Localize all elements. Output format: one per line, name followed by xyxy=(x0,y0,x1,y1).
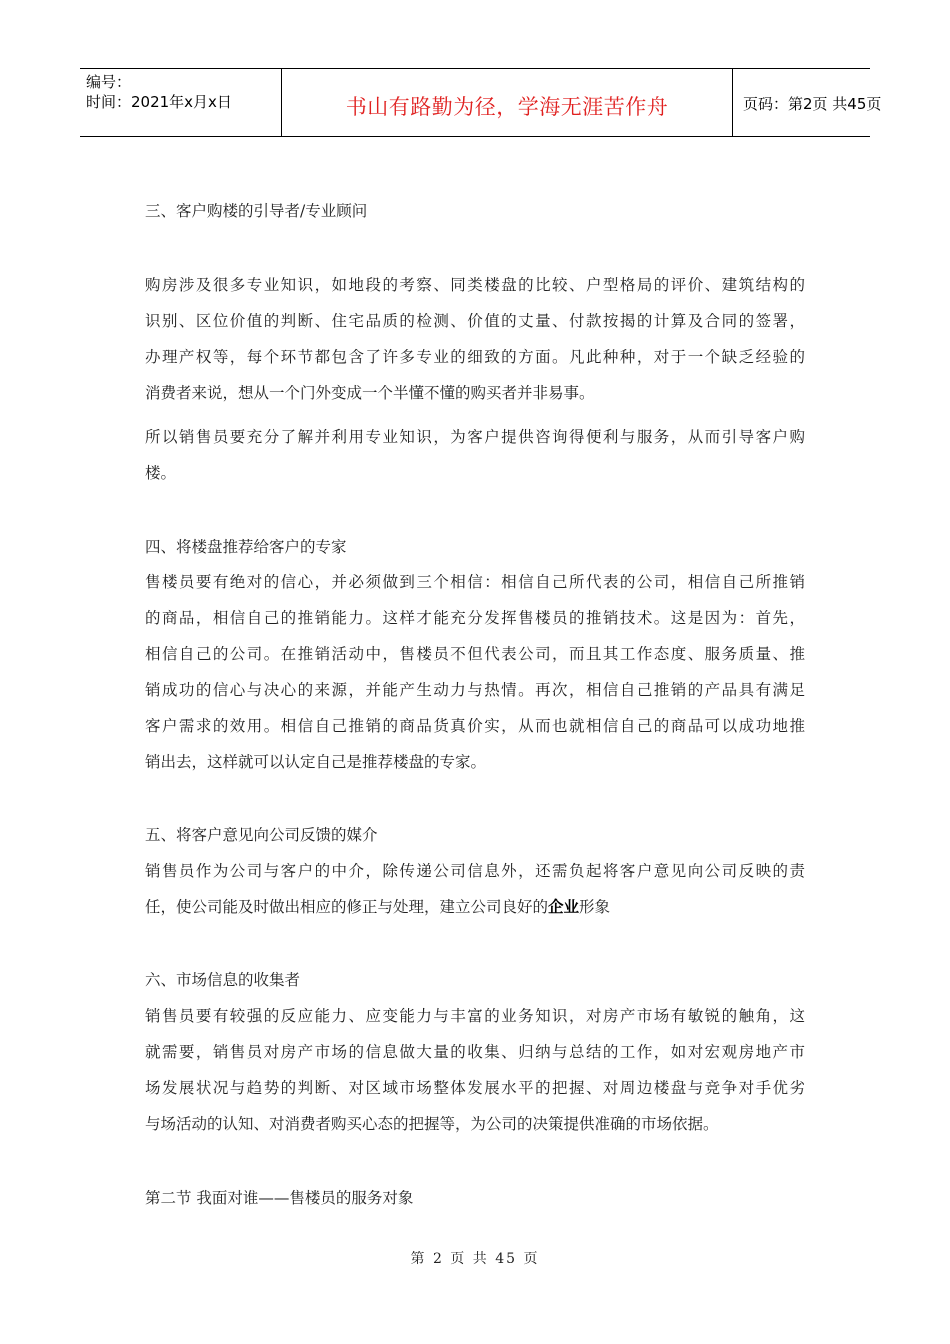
paragraph-line: 办理产权等，每个环节都包含了许多专业的细致的方面。凡此种种，对于一个缺乏经验的 xyxy=(145,348,805,366)
paragraph-line: 识别、区位价值的判断、住宅品质的检测、价值的丈量、付款按揭的计算及合同的签署， xyxy=(145,312,805,330)
paragraph-line: 的商品，相信自己的推销能力。这样才能充分发挥售楼员的推销技术。这是因为：首先， xyxy=(145,609,805,627)
chapter-heading: 第二节 我面对谁——售楼员的服务对象 xyxy=(145,1189,414,1207)
section-heading: 六、市场信息的收集者 xyxy=(145,971,301,989)
paragraph-text: 任，使公司能及时做出相应的修正与处理，建立公司良好的 xyxy=(145,898,549,916)
paragraph-line: 消费者来说，想从一个门外变成一个半懂不懂的购买者并非易事。 xyxy=(145,384,595,402)
section-heading: 四、将楼盘推荐给客户的专家 xyxy=(145,538,347,556)
section-heading: 五、将客户意见向公司反馈的媒介 xyxy=(145,826,378,844)
page-header xyxy=(80,68,882,137)
paragraph-line: 销售员要有较强的反应能力、应变能力与丰富的业务知识，对房产市场有敏锐的触角，这 xyxy=(145,1007,805,1025)
bold-term: 企业 xyxy=(548,897,580,916)
header-meta-cell xyxy=(80,69,282,136)
paragraph-line: 场发展状况与趋势的判断、对区域市场整体发展水平的把握、对周边楼盘与竞争对手优劣 xyxy=(145,1079,805,1097)
motto-text: 书山有路勤为径，学海无涯苦作舟 xyxy=(345,95,669,119)
paragraph-line: 就需要，销售员对房产市场的信息做大量的收集、归纳与总结的工作，如对宏观房地产市 xyxy=(145,1043,805,1061)
paragraph-line: 与场活动的认知、对消费者购买心态的把握等，为公司的决策提供准确的市场依据。 xyxy=(145,1115,719,1133)
paragraph-line: 销出去，这样就可以认定自己是推荐楼盘的专家。 xyxy=(145,753,487,771)
paragraph-line: 客户需求的效用。相信自己推销的商品货真价实，从而也就相信自己的商品可以成功地推 xyxy=(145,717,805,735)
paragraph-text: 形象 xyxy=(579,898,611,916)
paragraph-line: 楼。 xyxy=(145,464,177,482)
paragraph-line: 售楼员要有绝对的信心，并必须做到三个相信：相信自己所代表的公司，相信自己所推销 xyxy=(145,573,805,591)
section-heading: 三、客户购楼的引导者/专业顾问 xyxy=(145,202,368,220)
header-page-cell xyxy=(733,69,882,136)
paragraph-line: 所以销售员要充分了解并利用专业知识，为客户提供咨询得便利与服务，从而引导客户购 xyxy=(145,428,805,446)
paragraph-line xyxy=(145,895,805,917)
page-footer: 第 2 页 共 45 页 xyxy=(410,1251,540,1267)
paragraph-line: 购房涉及很多专业知识，如地段的考察、同类楼盘的比较、户型格局的评价、建筑结构的 xyxy=(145,276,805,294)
document-date-label: 时间：2021年x月x日 xyxy=(86,93,232,111)
paragraph-line: 相信自己的公司。在推销活动中，售楼员不但代表公司，而且其工作态度、服务质量、推 xyxy=(145,645,805,663)
header-motto-cell xyxy=(282,69,733,136)
paragraph-line: 销成功的信心与决心的来源，并能产生动力与热情。再次，相信自己推销的产品具有满足 xyxy=(145,681,805,699)
header-page-info: 页码：第2页 共45页 xyxy=(743,95,882,113)
paragraph-line: 销售员作为公司与客户的中介，除传递公司信息外，还需负起将客户意见向公司反映的责 xyxy=(145,862,805,880)
document-number-label: 编号： xyxy=(86,73,132,91)
